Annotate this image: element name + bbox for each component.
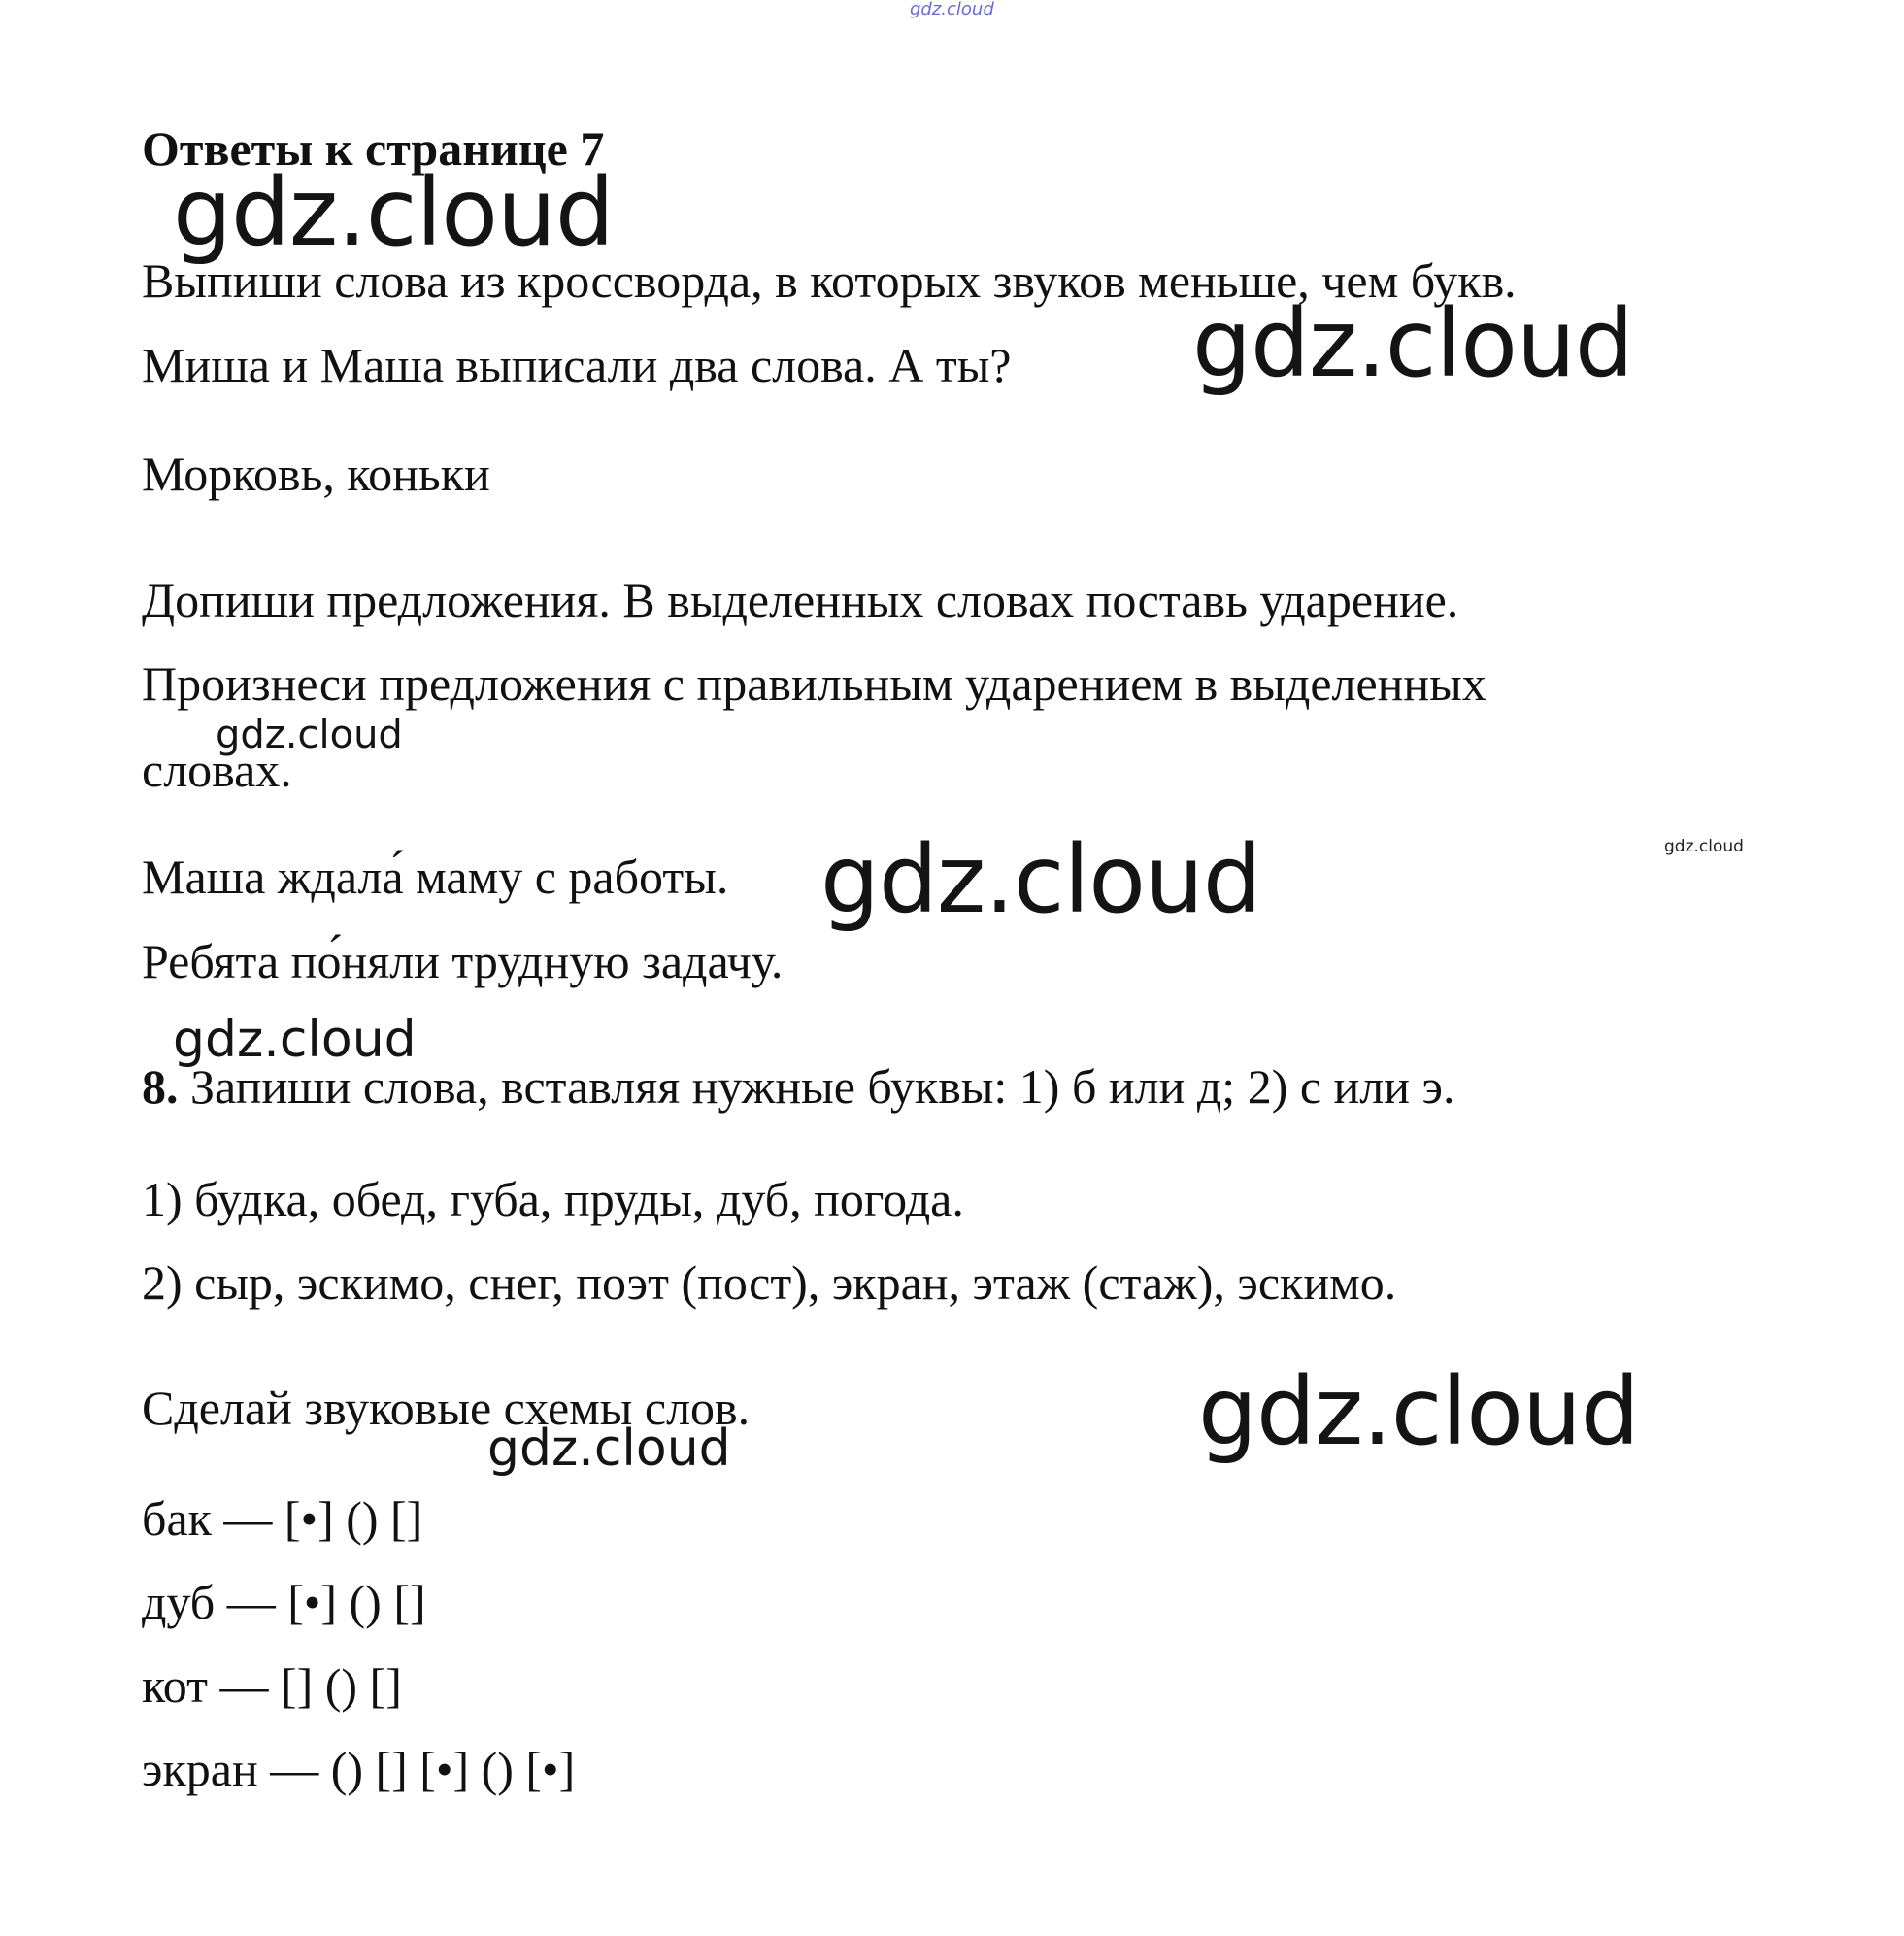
task8-answer2: 2) сыр, эскимо, снег, поэт (пост), экран, этаж (стаж), эскимо. [142, 1255, 1397, 1310]
task2-instruction-line2: Произнеси предложения с правильным ударением в выделенных [142, 656, 1486, 711]
watermark-2: gdz.cloud [1192, 289, 1633, 398]
sound-scheme-1: бак — [•] () [] [142, 1491, 423, 1546]
task8-number: 8. [142, 1059, 179, 1114]
task8-instruction [142, 1057, 1454, 1116]
watermark-3: gdz.cloud [216, 713, 403, 757]
watermark-6: gdz.cloud [173, 1011, 417, 1069]
watermark-1: gdz.cloud [173, 158, 614, 267]
task8-answer1: 1) будка, обед, губа, пруды, дуб, погода. [142, 1172, 964, 1226]
sound-scheme-2: дуб — [•] () [] [142, 1575, 426, 1629]
watermark-7: gdz.cloud [1198, 1357, 1639, 1466]
sound-scheme-4: экран — () [] [•] () [•] [142, 1742, 576, 1796]
watermark-4: gdz.cloud [1664, 837, 1744, 856]
task1-instruction-line1: Выпиши слова из кроссворда, в которых звуков меньше, чем букв. [142, 253, 1517, 308]
watermark-8: gdz.cloud [487, 1419, 731, 1478]
task2-instruction-line1: Допиши предложения. В выделенных словах поставь ударение. [142, 573, 1459, 627]
task1-instruction-line2: Миша и Маша выписали два слова. А ты? [142, 338, 1012, 392]
sound-scheme-3: кот — [] () [] [142, 1658, 402, 1713]
task2-answer2: Ребята по́няли трудную задачу. [142, 934, 784, 988]
task8-text: Запиши слова, вставляя нужные буквы: 1) б или д; 2) с или э. [178, 1059, 1455, 1114]
task2-answer1: Маша ждала́ маму с работы. [142, 850, 729, 904]
task1-answer: Морковь, коньки [142, 447, 490, 501]
page-title: Ответы к странице 7 [142, 121, 605, 176]
task9-instruction: Сделай звуковые схемы слов. [142, 1381, 751, 1435]
watermark-5: gdz.cloud [820, 825, 1261, 934]
watermark-top: gdz.cloud [910, 0, 994, 19]
task2-instruction-line3: словах. [142, 743, 292, 797]
